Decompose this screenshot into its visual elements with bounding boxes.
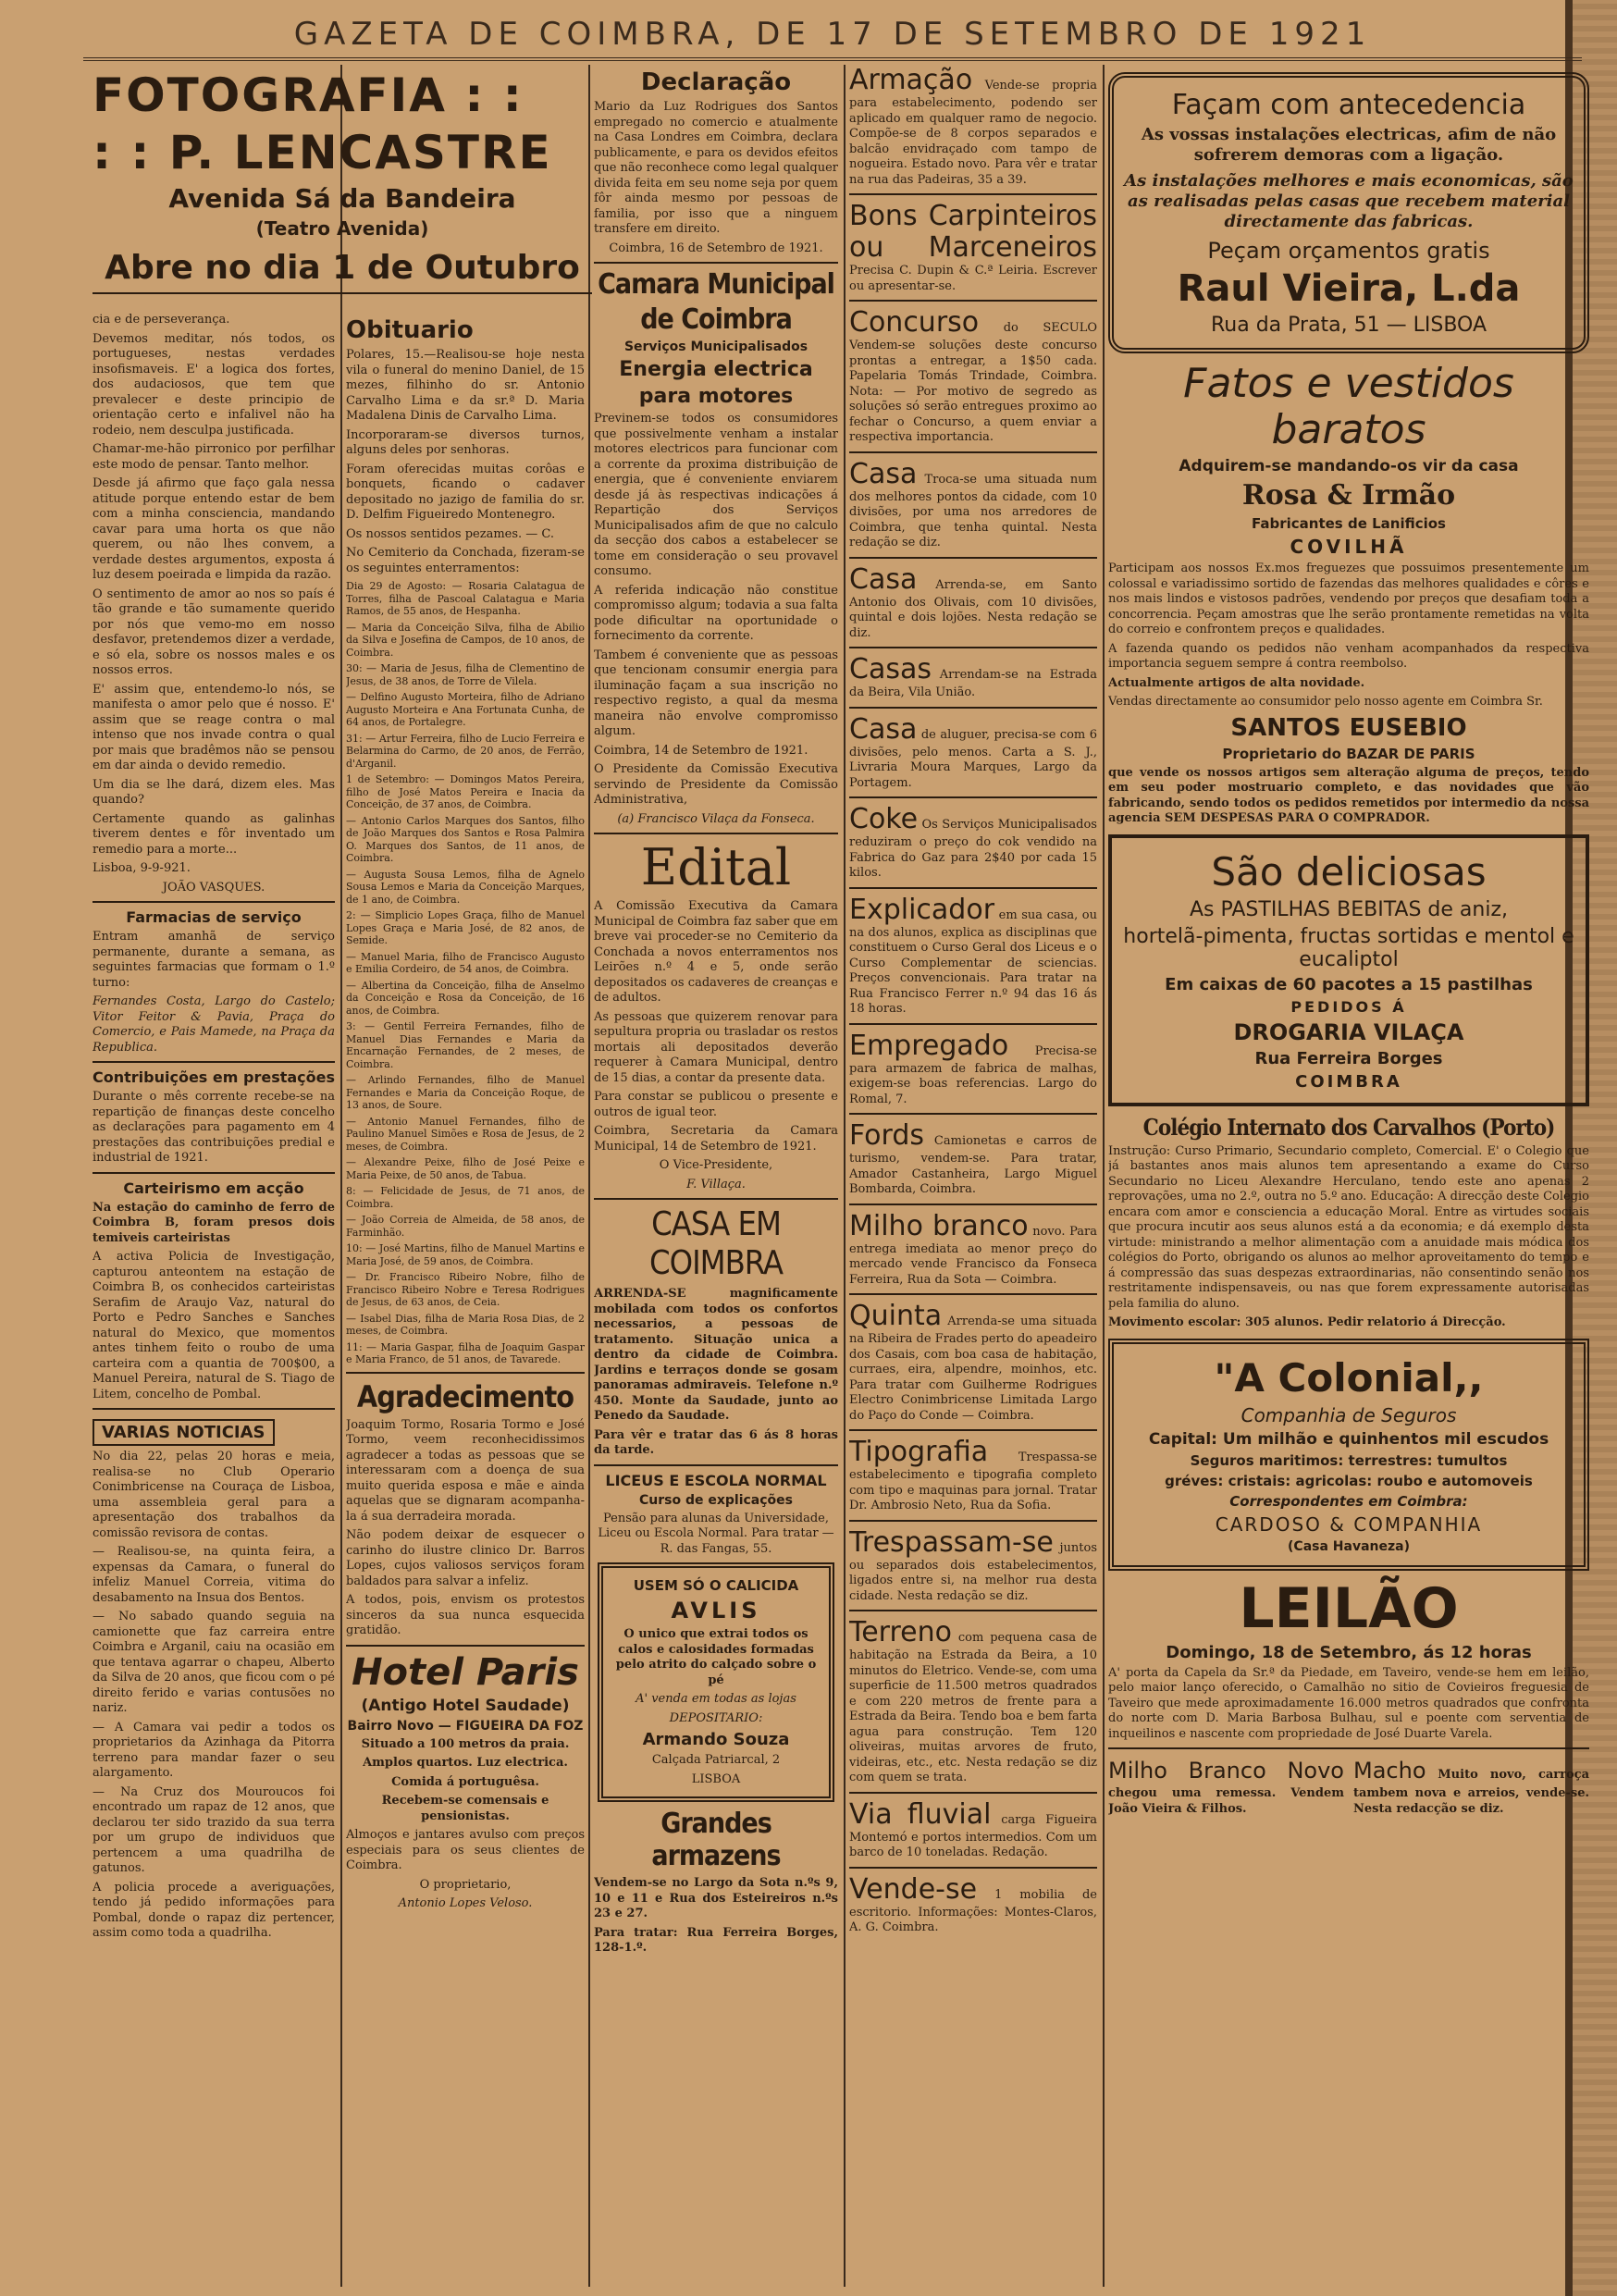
cemetery-entry: — Delfino Augusto Morteira, filho de Adriano Augusto Morteira e Ana Fortunata Cunha, de 64 anos, de Portalegre. (346, 691, 585, 728)
macho-text: Muito novo, carroça tambem nova e arreios, vende-se. Nesta redacção se diz. (1353, 1768, 1589, 1816)
essay-signature: JOÃO VASQUES. (162, 880, 265, 895)
divider (594, 833, 838, 834)
pickpocket-text: A activa Policia de Investigação, capturou anteontem na estação de Coimbra B, os conhecidos carteiristas Serafim de Araujo Vaz, natural do Porto e Pedro Sanches e Sanches natural do Mexico, que momentos antes tinhem feito o roubo de uma carteira com a quantia de 700$00, a Manuel Pereira, natural de S. Tiago de Litem, concelho de Pombal. (93, 1250, 335, 1401)
column-4-classifieds (849, 65, 1097, 2296)
house-text: ARRENDA-SE magnificamente mobilada com todos os confortos necessarios, a pessoas de tratamento. Situação unica a dentro da cidade de Coimbra. Jardins e terraços donde se gosam panoramas admiraveis. Telefone n.º 450. Monte da Saudade, junto ao Penedo da Saudade. (594, 1287, 838, 1423)
pastilhas-ad (1108, 834, 1589, 1106)
pastilhas-drogaria: DROGARIA VILAÇA (1233, 1018, 1464, 1045)
classified-ad (849, 654, 1097, 701)
classified-ad (849, 1527, 1097, 1605)
santos-text: que vende os nossos artigos sem alteração alguma de preços, tendo em seu poder mostruario completo, e das novidades que vão fabricando, sendo todos os pedidos remetidos por intermedio da nossa agencia SEM DESPESAS PARA O COMPRADOR. (1108, 765, 1589, 825)
edital-vp: O Vice-Presidente, (659, 1158, 773, 1172)
hotel-text: Almoços e jantares avulso com preços especiais para os seus clientes de Coimbra. (346, 1828, 585, 1872)
contributions-title: Contribuições em prestações (93, 1068, 335, 1086)
edital-paragraph: Para constar se publicou o presente e outros de igual teor. (594, 1090, 838, 1119)
obituary-paragraph: Foram oferecidas muitas corôas e bonquets, ficando o cadaver depositado no jazigo de familia do sr. D. Delfim Figueiredo Montenegro. (346, 462, 585, 522)
liceus-text: Pensão para alunas da Universidade, Liceu ou Escola Normal. Para tratar — R. das Fangas, 55. (598, 1511, 834, 1556)
divider (346, 1372, 585, 1374)
fatos-subtitle: Adquirem-se mandando-os vir da casa (1179, 457, 1519, 475)
divider (849, 1520, 1097, 1522)
classified-head: Trespassam-se (849, 1525, 1054, 1559)
colonial-line: gréves: cristais: agricolas: roubo e automoveis (1165, 1472, 1533, 1489)
cemetery-entry: 10: — José Martins, filho de Manuel Martins e Maria José, de 59 anos, de Coimbra. (346, 1242, 585, 1267)
avlis-brand: AVLIS (671, 1598, 761, 1623)
essay-paragraph: Desde já afirmo que faço gala nessa atitude porque entendo estar de bem com a minha consciencia, mandando cavar para uma horta os que não querem, ou não lhes convem, a verdade destes argumentos, exposta á luz desem poeirada e limpida da razão. (93, 476, 335, 582)
classified-head: Casa (849, 457, 918, 490)
pharmacy-list: Fernandes Costa, Largo do Castelo; Vitor Feitor & Pavia, Praça do Comercio, e Pais Mamede, na Praça da Republica. (93, 994, 335, 1055)
santos-role: Proprietario do BAZAR DE PARIS (1222, 745, 1475, 762)
essay-paragraph: O sentimento de amor ao nos so país é tão grande e tão sumamente querido por nós que vemo-mo em nosso desfavor, pretendemos dizer a verdade, e só ela, sobre os nossos males e os nossos erros. (93, 586, 335, 677)
council-title-a: Camara Municipal (598, 268, 834, 301)
divider (93, 901, 335, 903)
essay-paragraph: E' assim que, entendemo-lo nós, se manifesta o amor pelo que é nosso. E' assim que se reage contra o mal intenso que nos invade contra o qual por mais que bradêmos não se pensou em dar ainda o devido remedio. (93, 682, 335, 772)
contributions-text: Durante o mês corrente recebe-se na repartição de finanças deste concelho as declarações para pagamento em 4 prestações das contribuições predial e industrial de 1921. (93, 1090, 335, 1165)
classified-ad (849, 1301, 1097, 1424)
macho-ad (1353, 1755, 1589, 1817)
obituary-paragraph: Polares, 15.—Realisou-se hoje nesta vila o funeral do menino Daniel, de 15 mezes, filhinho do sr. Antonio Carvalho Lima e da sr.ª D. Maria Madalena Dinis de Carvalho Lima. (346, 348, 585, 423)
classified-text: Precisa C. Dupin & C.ª Leiria. Escrever ou apresentar-se. (849, 264, 1097, 293)
classified-ad (849, 1799, 1097, 1861)
hotel-line: Situado a 100 metros da praia. (361, 1736, 570, 1751)
pastilhas-title: São deliciosas (1211, 848, 1487, 895)
fatos-text: Participam aos nossos Ex.mos freguezes que possuimos presentemente um colossal e variadissimo sortido de fazendas das melhores qualidades e côres e nos mais lindos e vistosos padrões, vendendo por preços que desafiam toda a concorrencia. Peçam amostras que lhe serão prontamente remetidas na volta do correio e confrontem preços e qualidades. (1108, 562, 1589, 636)
divider (849, 300, 1097, 302)
cemetery-entry: 30: — Maria de Jesus, filha de Clementino de Jesus, de 38 anos, de Torre de Vilela. (346, 662, 585, 687)
colonial-ad (1108, 1339, 1589, 1571)
classified-text: em sua casa, ou na dos alunos, explica as disciplinas que constituem o Curso Geral dos Liceus e o Curso Complementar de sciencias. Preços convencionais. Para tratar na Rua Francisco Ferrer n.º 94 das 16 ás 18 horas. (849, 907, 1097, 1016)
column-rule (1103, 65, 1105, 2287)
declaration-title: Declaração (640, 68, 792, 96)
cemetery-entry: — Alexandre Peixe, filho de José Peixe e Maria Peixe, de 50 anos, de Tabua. (346, 1156, 585, 1181)
classified-ad (849, 1874, 1097, 1936)
essay-paragraph: Um dia se lhe dará, dizem eles. Mas quando? (93, 777, 335, 807)
colonial-casa: (Casa Havaneza) (1288, 1538, 1410, 1554)
fatos-novelty: Actualmente artigos de alta novidade. (1108, 675, 1365, 690)
energy-paragraph: Previnem-se todos os consumidores que possivelmente venham a instalar motores electricos para funcionar com a corrente da proxima distribuição de energia, que é conveniente enviarem desde já às respectivas indicações á Repartição dos Serviços Municipalisados afim de que no calculo da secção dos cabos a estabelecer se tome em consideração o seu provavel consumo. (594, 412, 838, 578)
council-title-b: de Coimbra (640, 303, 792, 336)
pastilhas-line: As PASTILHAS BEBITAS de aniz, (1190, 897, 1508, 921)
liceus-title: LICEUS E ESCOLA NORMAL (605, 1471, 827, 1489)
obituary-paragraph: Os nossos sentidos pezames. — C. (346, 526, 555, 541)
energy-paragraph: Tambem é conveniente que as pessoas que tencionam consumir energia para iluminação façam a sua inscrição no respectivo registo, a qual da mesma maneira não envolve compromisso algum. (594, 648, 838, 738)
column-2 (346, 313, 585, 2296)
varias-paragraph: — A Camara vai pedir a todos os proprietarios da Azinhaga da Pitorra terreno para mandar fazer o seu alargamento. (93, 1720, 335, 1780)
divider (849, 707, 1097, 709)
fatos-title: Fatos e vestidos baratos (1183, 360, 1514, 453)
cemetery-entry: Dia 29 de Agosto: — Rosaria Calatagua de Torres, filha de Pascoal Calatagua e Maria Ramos, de 55 anos, de Hespanha. (346, 580, 585, 617)
classified-ad (849, 1617, 1097, 1786)
hotel-title: Hotel Paris (352, 1650, 579, 1694)
edital-signature: F. Villaça. (686, 1177, 746, 1191)
colegio-movement: Movimento escolar: 305 alunos. Pedir relatorio á Direcção. (1108, 1315, 1506, 1329)
classified-head: Quinta (849, 1300, 943, 1332)
electric-text: As vossas instalações electricas, afim de não sofrerem demoras com a ligação. (1141, 125, 1557, 165)
essay-paragraph: Certamente quando as galinhas tiverem dentes e fôr inventado um remedio para a morte... (93, 811, 335, 857)
hotel-owner-label: O proprietario, (419, 1877, 512, 1892)
varias-title: VARIAS NOTICIAS (93, 1419, 275, 1446)
hotel-owner: Antonio Lopes Veloso. (398, 1896, 533, 1910)
electric-text: As instalações melhores e mais economicas, são as realisadas pelas casas que recebem material directamente das fabricas. (1124, 171, 1574, 231)
obituary-paragraph: Incorporaram-se diversos turnos, alguns deles por senhoras. (346, 427, 585, 457)
classified-head: Empregado (849, 1029, 1009, 1062)
energy-signature: (a) Francisco Vilaça da Fonseca. (617, 811, 815, 826)
varias-paragraph: No dia 22, pelas 20 horas e meia, realisa-se no Club Operario Conimbricense na Couraça de Lisboa, uma assembleia geral para a apresentação dos trabalhos da comissão revisora de contas. (93, 1450, 335, 1540)
divider (93, 1061, 335, 1063)
column-3 (594, 65, 838, 2296)
classified-head: Coke (849, 803, 919, 835)
classified-ad (849, 895, 1097, 1018)
classified-ad (849, 201, 1097, 294)
classified-text: Arrenda-se uma situada na Ribeira de Frades perto do apeadeiro dos Casais, com boa casa de habitação, curraes, eira, alpendre, moinhos, etc. Para tratar com Guilherme Rodrigues Electro Conimbricense Limitada Largo do Paço do Conde — Coimbra. (849, 1315, 1097, 1423)
classified-ad (849, 1211, 1097, 1289)
thanks-title: Agradecimento (356, 1378, 574, 1414)
classified-text: novo. Para entrega imediata ao menor preço do mercado vende Francisco da Fonseca Ferreira, Rua da Sota — Coimbra. (849, 1224, 1097, 1287)
macho-head: Macho (1353, 1758, 1426, 1784)
bottom-classifieds (1108, 1755, 1589, 1821)
masthead: GAZETA DE COIMBRA, DE 17 DE SETEMBRO DE 1921 (83, 11, 1582, 61)
essay-paragraph: cia e de perseverança. (93, 313, 230, 327)
classified-head: Armação (849, 65, 973, 96)
divider (849, 1429, 1097, 1431)
house-treat: Para vêr e tratar das 6 ás 8 horas da tarde. (594, 1427, 838, 1457)
divider (849, 1610, 1097, 1611)
cemetery-entry: — Augusta Sousa Lemos, filha de Agnelo Sousa Lemos e Maria da Conceição Marques, de 1 ano, de Coimbra. (346, 868, 585, 906)
electric-company: Raul Vieira, L.da (1177, 267, 1521, 310)
photo-opening: Abre no dia 1 de Outubro (105, 249, 580, 287)
colegio-title: Colégio Internato dos Carvalhos (Porto) (1142, 1113, 1555, 1141)
divider (93, 1408, 335, 1410)
varias-paragraph: — Na Cruz dos Mouroucos foi encontrado um rapaz de 12 anos, que declarou ter sido trazido da sua terra por um grupo de individuos que pertencem a uma quadrilha de gatunos. (93, 1784, 335, 1875)
classified-ad (849, 1031, 1097, 1108)
divider (93, 292, 592, 294)
hotel-line: Comida á portuguêsa. (391, 1774, 539, 1789)
classified-head: Casas (849, 653, 932, 685)
divider (849, 193, 1097, 195)
pastilhas-orders: PEDIDOS Á (1290, 997, 1407, 1016)
liceus-subtitle: Curso de explicações (639, 1492, 793, 1508)
leilao-text: A' porta da Capela da Sr.ª da Piedade, em Taveiro, vende-se hem em leilão, pelo maior lanço oferecido, o Camalhão no sitio de Covieiros freguesia de Taveiro que mede aproximadamente 16.000 metros quadrados que confronta do norte com D. Maria Barbosa Bulhau, sul e poente com serventia de inqueilinos e nascente com propriedade de José Duarte Varela. (1108, 1665, 1589, 1741)
classified-text: carga Figueira Montemó e portos intermedios. Com um barco de 10 toneladas. Redação. (849, 1812, 1097, 1859)
fatos-role: Fabricantes de Lanificios (1252, 515, 1446, 532)
divider (93, 1172, 335, 1174)
divider (849, 647, 1097, 648)
classified-head: Concurso (849, 306, 980, 339)
electric-address: Rua da Prata, 51 — LISBOA (1210, 314, 1487, 337)
pickpocket-lead: Na estação do caminho de ferro de Coimbra B, foram presos dois temiveis carteiristas (93, 1200, 335, 1245)
colegio-text: Instrução: Curso Primario, Secundario completo, Comercial. E' o Colegio que já bastantes anos mais alunos tem apresentando a exame do Curso Secundario no Liceu Alexandre Herculano, tendo este ano apenas 2 reprovações, uma no 2.º, outra no 5.º ano. Educação: A direcção deste Colegio encara com amor e consciencia a educação Moral. Entre as virtudes sociais que procura incutir aos seus alunos está a da economia; e dá exemplo desta virtude: ministrando a melhor alimentação com a anuidade mais módica dos colégios do Porto, obrigando os alunos ao melhor aproveitamento do tempo e á compressão das suas despezas extraordinarias, não consentindo senão nos restritamente indispensaveis, ou nas que forem expressamente autorisadas pela familia do aluno. (1108, 1143, 1589, 1311)
electric-ad (1108, 72, 1589, 353)
fatos-city: COVILHÃ (1290, 536, 1408, 558)
electric-ask: Peçam orçamentos gratis (1207, 238, 1490, 264)
classified-text: do SECULO Vendem-se soluções deste concurso prontas a entregar, a 1$50 cada. Papelaria Tomás Trindade, Coimbra. Nota: — Por motivo de segredo as soluções só serão entregues proximo ao fechar o Concurso, a quem enviar a respectiva importancia. (849, 321, 1097, 444)
cemetery-entry: — Isabel Dias, filha de Maria Rosa Dias, de 2 meses, de Coimbra. (346, 1312, 585, 1337)
classified-text: com pequena casa de habitação na Estrada da Beira, a 10 minutos do Eletrico. Vende-se, com uma superficie de 11.500 metros quadrados e com 220 metros de frente para a Estrada da Beira. Tendo boa e bem farta agua para construção. Tem 120 oliveiras, muitas arvores de fruto, videiras, etc., etc. Nesta redação se diz com quem se trata. (849, 1631, 1097, 1784)
avlis-ad (598, 1562, 834, 1802)
avlis-address: Calçada Patriarcal, 2 (651, 1753, 781, 1767)
thanks-paragraph: Não podem deixar de esquecer o carinho do ilustre clinico Dr. Barros Lopes, cujos valiosos serviços foram baldados para salvar a infeliz. (346, 1528, 585, 1588)
pharmacy-text: Entram amanhã de serviço permanente, durante a semana, as seguintes farmacias que formam o 1.º turno: (93, 930, 335, 990)
classified-text: Trespassa-se estabelecimento e tipografia completo com tipo e maquinas para jornal. Tratar Dr. Ambrosio Neto, Rua da Sofia. (849, 1450, 1097, 1512)
cemetery-entry: — João Correia de Almeida, de 58 anos, de Farminhão. (346, 1214, 585, 1239)
fatos-company: Rosa & Irmão (1241, 479, 1456, 512)
column-1 (93, 313, 335, 2296)
classified-ad (849, 307, 1097, 446)
cemetery-entry: — Arlindo Fernandes, filho de Manuel Fernandes e Maria da Conceição Roque, de 13 anos, de Soure. (346, 1074, 585, 1111)
cemetery-entry: 8: — Felicidade de Jesus, de 71 anos, de Coimbra. (346, 1185, 585, 1210)
divider (1108, 1747, 1589, 1749)
divider (849, 1204, 1097, 1205)
electric-title: Façam com antecedencia (1171, 89, 1526, 121)
hotel-line: Recebem-se comensais e pensionistas. (381, 1794, 549, 1823)
classified-head: Terreno (849, 1616, 952, 1648)
pastilhas-address: Rua Ferreira Borges (1254, 1048, 1443, 1068)
energy-paragraph: Coimbra, 14 de Setembro de 1921. (594, 743, 808, 758)
classified-head: Vende-se (849, 1872, 978, 1906)
warehouse-title: Grandes armazens (651, 1808, 781, 1872)
cemetery-entry: 31: — Artur Ferreira, filho de Lucio Ferreira e Belarmina do Carmo, de 20 anos, de Ferrão, d'Arganil. (346, 732, 585, 770)
leilao-title: LEILÃO (1239, 1575, 1459, 1641)
hotel-location: Bairro Novo — FIGUEIRA DA FOZ (347, 1718, 584, 1734)
milho-head: Milho Branco Novo (1108, 1758, 1344, 1784)
avlis-depositary: Armando Souza (642, 1730, 790, 1749)
divider (849, 1792, 1097, 1794)
edital-paragraph: Coimbra, Secretaria da Camara Municipal, 14 de Setembro de 1921. (594, 1124, 838, 1154)
photo-address: Avenida Sá da Bandeira (168, 183, 516, 214)
hotel-line: Amplos quartos. Luz electrica. (363, 1756, 568, 1770)
cemetery-entry: — Albertina da Conceição, filha de Anselmo da Conceição e Rosa da Conceição, de 16 anos, de Coimbra. (346, 979, 585, 1017)
essay-paragraph: Lisboa, 9-9-921. (93, 861, 191, 875)
classified-text: juntos ou separados dois estabelecimentos, ligados entre si, na melhor rua desta cidade. Nesta redação se diz. (849, 1540, 1097, 1603)
divider (849, 887, 1097, 889)
cemetery-entry: — Antonio Manuel Fernandes, filho de Paulino Manuel Simões e Rosa de Jesus, de 2 meses, de Coimbra. (346, 1115, 585, 1153)
divider (594, 1198, 838, 1200)
edital-paragraph: As pessoas que quizerem renovar para sepultura propria ou trasladar os restos mortais ali depositados deverão requerer à Camara Municipal, dentro de 15 dias, a contar da presente data. (594, 1009, 838, 1085)
classified-ad (849, 804, 1097, 882)
classified-ad (849, 714, 1097, 792)
classified-text: Arrendam-se na Estrada da Beira, Vila União. (849, 668, 1097, 699)
varias-paragraph: — No sabado quando seguia na camionette que faz carreira entre Coimbra e Arganil, caiu na ocasião em que tentava agarrar o chapeu, Alberto da Silva de 20 anos, que ficou com o pé direito ferido e varias contusões no nariz. (93, 1610, 335, 1715)
cemetery-entry: 1 de Setembro: — Domingos Matos Pereira, filho de José Matos Pereira e Inacia da Conceição, de 37 anos, de Coimbra. (346, 773, 585, 810)
classified-ad (849, 1437, 1097, 1514)
classified-text: Precisa-se para armazem de fabrica de malhas, exigem-se boas referencias. Largo do Romal, 7. (849, 1043, 1097, 1106)
classified-ad (849, 459, 1097, 551)
pastilhas-line: Em caixas de 60 pacotes a 15 pastilhas (1165, 974, 1533, 994)
photo-title-a: FOTOGRAFIA : : (93, 68, 524, 122)
classified-head: Tipografia (849, 1436, 989, 1468)
divider (849, 1293, 1097, 1295)
column-5 (1108, 65, 1589, 2296)
classified-ad (849, 564, 1097, 642)
declaration-text: Mario da Luz Rodrigues dos Santos empregado no comercio e atualmente na Casa Londres em Coimbra, declara publicamente, e para os devidos efeitos que não reconhece como legal qualquer divida feita em seu nome seja por quem fôr ainda mesmo por pessoas de familia, por isso que a ninguem transfere em direito. (594, 100, 838, 236)
leilao-date: Domingo, 18 de Setembro, ás 12 horas (1166, 1642, 1532, 1662)
classified-text: Os Serviços Municipalisados reduziram o preço do cok vendido na Fabrica do Gaz para 2$40 por cada 15 kilos. (849, 818, 1097, 880)
pastilhas-line: hortelã-pimenta, fructas sortidas e mentol e eucaliptol (1123, 924, 1574, 971)
pharmacy-title: Farmacias de serviço (126, 908, 302, 926)
divider (346, 1645, 585, 1647)
classified-head: Bons Carpinteiros ou Marceneiros (849, 200, 1097, 264)
divider (849, 451, 1097, 453)
santos-name: SANTOS EUSEBIO (1230, 713, 1467, 742)
divider (849, 1113, 1097, 1115)
divider (849, 1867, 1097, 1869)
classified-text: Camionetas e carros de turismo, vendem-se. Para tratar, Amador Castanheira, Largo Miguel Bombarda, Coimbra. (849, 1134, 1097, 1196)
classified-ad (849, 65, 1097, 188)
colonial-correspondent: CARDOSO & COMPANHIA (1215, 1512, 1483, 1536)
colonial-line: Correspondentes em Coimbra: (1229, 1492, 1468, 1510)
divider (594, 262, 838, 264)
colonial-line: Seguros maritimos: terrestres: tumultos (1190, 1451, 1508, 1469)
classified-text: de aluguer, precisa-se com 6 divisões, pelo menos. Carta a S. J., Livraria Moura Marques, Largo da Portagem. (849, 727, 1097, 790)
cemetery-entry: — Dr. Francisco Ribeiro Nobre, filho de Francisco Ribeiro Nobre e Teresa Rodrigues de Jesus, de 63 anos, de Ceia. (346, 1271, 585, 1308)
energy-paragraph: A referida indicação não constitue compromisso algum; todavia a sua falta pode dificultar na oportunidade o fornecimento da corrente. (594, 583, 838, 643)
obituary-title: Obituario (346, 316, 474, 344)
thanks-paragraph: Joaquim Tormo, Rosaria Tormo e José Tormo, veem reconhecidissimos agradecer a todas as pessoas que se interessaram com a doença de sua muito querida esposa e mãe e ainda aquelas que se dignaram acompanha-la á sua derradeira morada. (346, 1417, 585, 1524)
avlis-city: LISBOA (691, 1771, 741, 1786)
colonial-title: "A Colonial,, (1214, 1354, 1484, 1401)
column-rule (844, 65, 846, 2287)
energy-title-b: para motores (638, 385, 794, 408)
energy-title-a: Energia electrica (619, 358, 813, 381)
cemetery-entry: 3: — Gentil Ferreira Fernandes, filho de Manuel Dias Fernandes e Maria da Encarnação Fernandes, de 2 meses, de Coimbra. (346, 1020, 585, 1070)
classified-head: Via fluvial (849, 1797, 992, 1831)
cemetery-entry: — Antonio Carlos Marques dos Santos, filho de João Marques dos Santos e Rosa Palmira O. Marques dos Santos, de 11 anos, de Coimbra. (346, 814, 585, 864)
cemetery-entry: — Manuel Maria, filho de Francisco Augusto e Emilia Cordeiro, de 54 anos, de Coimbra. (346, 950, 585, 975)
divider (849, 1023, 1097, 1025)
divider (849, 557, 1097, 559)
essay-paragraph: Chamar-me-hão pirronico por perfilhar este modo de pensar. Tanto melhor. (93, 442, 335, 472)
energy-paragraph: O Presidente da Comissão Executiva servindo de Presidente da Comissão Administrativa, (594, 762, 838, 807)
pastilhas-city: COIMBRA (1295, 1071, 1402, 1092)
varias-paragraph: A policia procede a averiguações, tendo já pedido informações para Pombal, donde o rapaz diz pertencer, assim como toda a quadrilha. (93, 1880, 335, 1940)
milho-ad (1108, 1755, 1344, 1817)
warehouse-text: Vendem-se no Largo da Sota n.ºs 9, 10 e 11 e Rua dos Esteireiros n.ºs 23 e 27. (594, 1876, 838, 1920)
classified-head: Casa (849, 562, 918, 596)
milho-text: chegou uma remessa. Vendem João Vieira & Filhos. (1108, 1786, 1344, 1816)
house-title: CASA EM COIMBRA (648, 1205, 783, 1282)
avlis-depositary-label: DEPOSITARIO: (669, 1710, 763, 1725)
classified-head: Casa (849, 712, 918, 746)
warehouse-treat: Para tratar: Rua Ferreira Borges, 128-1.º. (594, 1925, 838, 1955)
cemetery-entry: 2: — Simplicio Lopes Graça, filho de Manuel Lopes Graça e Maria José, de 82 anos, de Semide. (346, 909, 585, 946)
photo-title-b: : : P. LENCASTRE (93, 126, 552, 179)
classified-head: Explicador (849, 893, 995, 926)
divider (594, 1464, 838, 1466)
photo-address-sub: (Teatro Avenida) (255, 217, 429, 240)
avlis-line: USEM SÓ O CALICIDA (633, 1577, 799, 1594)
colonial-subtitle: Companhia de Seguros (1241, 1403, 1457, 1426)
cemetery-entry: — Maria da Conceição Silva, filha de Abilio da Silva e Josefina de Campos, de 10 anos, de Coimbra. (346, 621, 585, 659)
essay-paragraph: Devemos meditar, nós todos, os portugueses, nestas verdades insofismaveis. E' a logica dos fortes, dos audaciosos, que tem que prevalecer e deste principio de orientação certo e infalivel não ha rodeio, nem desculpa justificada. (93, 331, 335, 438)
fatos-text: A fazenda quando os pedidos não venham acompanhados da respectiva importancia seguem sempre á contra reembolso. (1108, 641, 1589, 671)
avlis-line: A' venda em todas as lojas (636, 1692, 796, 1706)
colonial-capital: Capital: Um milhão e quinhentos mil escudos (1148, 1429, 1549, 1449)
classified-head: Milho branco (849, 1209, 1029, 1242)
thanks-paragraph: A todos, pois, envism os protestos sinceros da sua nunca esquecida gratidão. (346, 1593, 585, 1637)
cemetery-entry: 11: — Maria Gaspar, filha de Joaquim Gaspar e Maria Franco, de 51 anos, de Tavarede. (346, 1340, 585, 1365)
avlis-line: O unico que extrai todos os calos e calosidades formadas pelo atrito do calçado sobre o pé (615, 1627, 817, 1687)
fatos-agent: Vendas directamente ao consumidor pelo nosso agente em Coimbra Sr. (1108, 695, 1543, 709)
council-subtitle: Serviços Municipalisados (623, 339, 808, 354)
classified-text: 1 mobilia de escritorio. Informações: Montes-Claros, A. G. Coimbra. (849, 1887, 1097, 1934)
pickpocket-title: Carteirismo em acção (123, 1179, 304, 1197)
edital-paragraph: A Comissão Executiva da Camara Municipal de Coimbra faz saber que em breve vai proceder-se no Cemiterio da Conchada a novos enterramentos nos Leirões n.º 4 e 5, onde serão depositados os cadaveres de creanças e de adultos. (594, 899, 838, 1005)
classified-head: Fords (849, 1119, 925, 1152)
classified-text: Vende-se propria para estabelecimento, podendo ser aplicado em qualquer ramo de negocio. Compõe-se de 8 corpos separados e balcão envidraçado com tampo de nogueira. Estado novo. Para vêr e tratar na rua das Padeiras, 35 a 39. (849, 79, 1097, 187)
classified-text: Arrenda-se, em Santo Antonio dos Olivais, com 10 divisões, quintal e dois lojões. Nesta redação se diz. (849, 577, 1097, 640)
edital-title: Edital (640, 838, 792, 896)
classified-text: Troca-se uma situada num dos melhores pontos da cidade, com 10 divisões, por uma nos arredores de Coimbra, que tenha quintal. Nesta redação se diz. (849, 472, 1097, 549)
divider (849, 796, 1097, 798)
declaration-date: Coimbra, 16 de Setembro de 1921. (609, 241, 823, 255)
cemetery-intro: No Cemiterio da Conchada, fizeram-se os seguintes enterramentos: (346, 546, 585, 575)
varias-paragraph: — Realisou-se, na quinta feira, a expensas da Camara, o funeral do infeliz Manuel Correia, vitima do desabamento na Insua dos Bentos. (93, 1545, 335, 1605)
hotel-subtitle: (Antigo Hotel Saudade) (361, 1696, 570, 1715)
classified-ad (849, 1120, 1097, 1198)
